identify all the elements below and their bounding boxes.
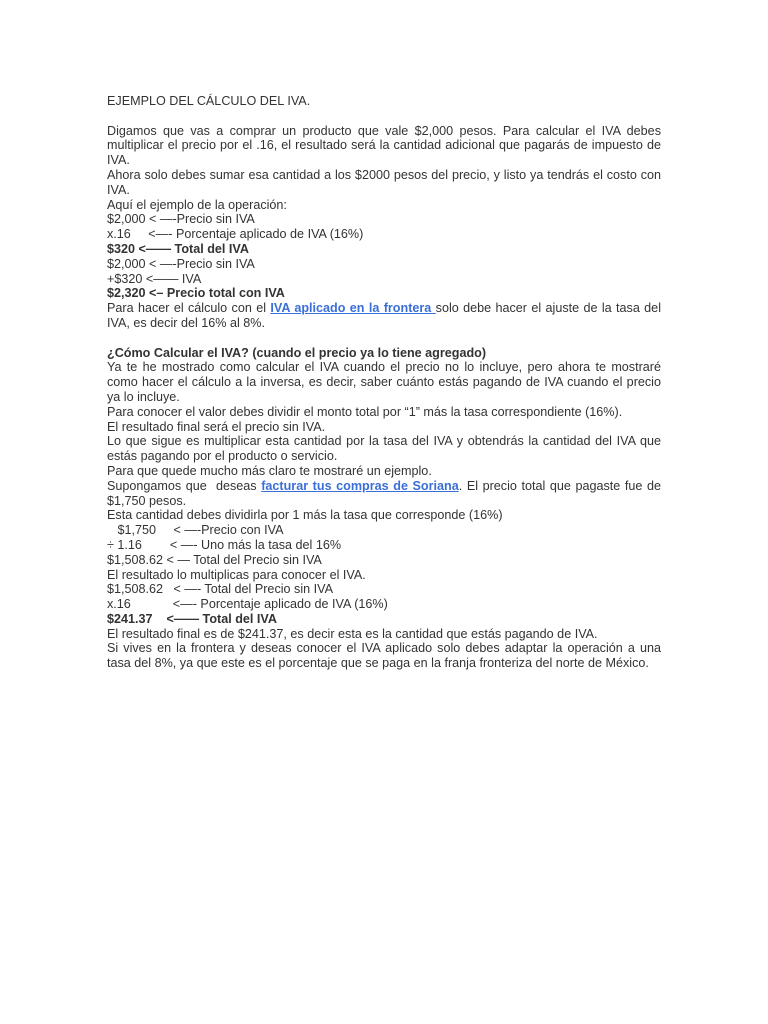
paragraph-frontera	[107, 301, 661, 331]
calc-line: ÷ 1.16 < —- Uno más la tasa del 16%	[107, 537, 342, 552]
paragraph-inverse: Ya te he mostrado como calcular el IVA cuando el precio no lo incluye, pero ahora te mostraré como hacer el cálculo a la inversa, es decir, saber cuánto estás pagando de IVA cuando el precio ya lo incluye.	[107, 360, 661, 404]
document-title: EJEMPLO DEL CÁLCULO DEL IVA.	[107, 94, 311, 108]
spacer	[107, 109, 661, 124]
paragraph-intro: Digamos que vas a comprar un producto que vale $2,000 pesos. Para calcular el IVA debes multiplicar el precio por el .16, el resultado será la cantidad adicional que pagarás de impuesto de IVA.	[107, 123, 661, 168]
paragraph-divide: Para conocer el valor debes dividir el monto total por “1” más la tasa correspondiente (16%).	[107, 404, 623, 419]
paragraph-result: El resultado final será el precio sin IVA.	[107, 419, 326, 434]
calc-total-iva-2: $241.37 <—— Total del IVA	[107, 611, 277, 626]
calc-line: +$320 <—— IVA	[107, 271, 202, 286]
paragraph-example-intro: Aquí el ejemplo de la operación:	[107, 197, 287, 212]
paragraph-soriana	[107, 479, 661, 509]
spacer	[107, 331, 661, 346]
paragraph-multiply-result: El resultado lo multiplicas para conocer el IVA.	[107, 567, 366, 582]
calc-total-price: $2,320 <– Precio total con IVA	[107, 286, 285, 301]
text-run: Supongamos que deseas	[107, 478, 262, 493]
text-run: Para hacer el cálculo con el	[107, 301, 271, 316]
calc-line: $1,508.62 < — Total del Precio sin IVA	[107, 552, 322, 567]
paragraph-frontera-rate: Si vives en la frontera y deseas conocer el IVA aplicado solo debes adaptar la operación a una tasa del 8%, ya que este es el porcentaje que se paga en la franja fronteriza del norte de México.	[107, 641, 661, 671]
calc-line: x.16 <—- Porcentaje aplicado de IVA (16%)	[107, 597, 388, 612]
text-run: . El precio total que pagaste fue de $1,750 pesos.	[107, 478, 661, 508]
calc-line: $2,000 < —-Precio sin IVA	[107, 212, 255, 227]
section-heading: ¿Cómo Calcular el IVA? (cuando el precio ya lo tiene agregado)	[107, 345, 487, 360]
link-facturar-soriana[interactable]: facturar tus compras de Soriana	[261, 478, 459, 493]
paragraph-example: Para que quede mucho más claro te mostraré un ejemplo.	[107, 463, 432, 478]
calc-total-iva: $320 <—— Total del IVA	[107, 241, 249, 256]
link-iva-frontera[interactable]: IVA aplicado en la frontera	[270, 301, 436, 316]
calc-line: $2,000 < —-Precio sin IVA	[107, 256, 255, 271]
calc-line: $1,750 < —-Precio con IVA	[107, 523, 284, 538]
paragraph-multiply: Lo que sigue es multiplicar esta cantidad por la tasa del IVA y obtendrás la cantidad del IVA que estás pagando por el producto o servicio.	[107, 434, 661, 464]
paragraph-final-result: El resultado final es de $241.37, es decir esta es la cantidad que estás pagando de IVA.	[107, 626, 598, 641]
calc-line: x.16 <—- Porcentaje aplicado de IVA (16%)	[107, 227, 364, 242]
text-run: solo debe hacer el ajuste de la tasa del IVA, es decir del 16% al 8%.	[107, 301, 661, 330]
paragraph-sum: Ahora solo debes sumar esa cantidad a los $2000 pesos del precio, y listo ya tendrás el costo con IVA.	[107, 167, 661, 197]
paragraph-divide-instruction: Esta cantidad debes dividirla por 1 más la tasa que corresponde (16%)	[107, 508, 503, 523]
calc-line: $1,508.62 < —- Total del Precio sin IVA	[107, 582, 333, 597]
